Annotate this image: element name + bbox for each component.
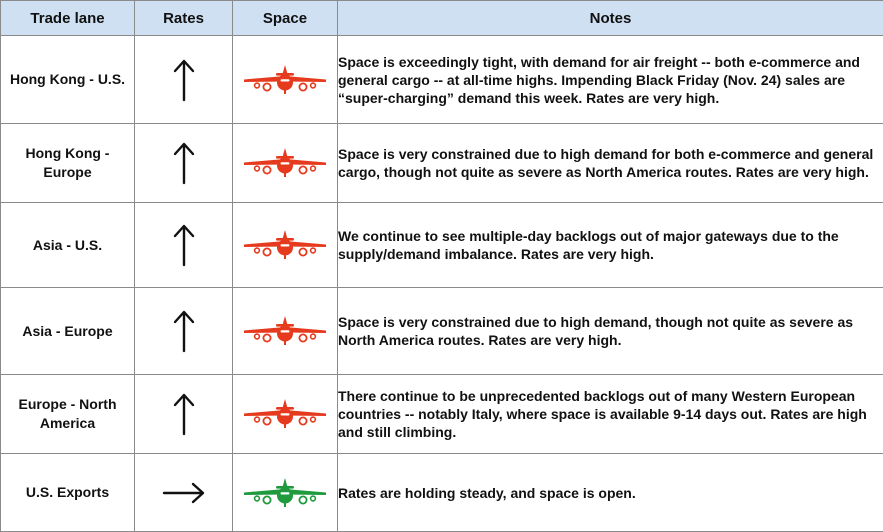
trade-lane-cell: Hong Kong - U.S. [1, 36, 135, 124]
rate-cell [135, 36, 233, 124]
notes-cell: We continue to see multiple-day backlogs out of major gateways due to the supply/demand imbalance. Rates are very high. [338, 203, 883, 288]
table-row [1, 203, 883, 288]
trade-lane-cell: Europe - North America [1, 375, 135, 454]
table-row [1, 288, 883, 375]
notes-cell: Space is very constrained due to high demand, though not quite as severe as North America routes. Rates are very high. [338, 288, 883, 375]
table-row [1, 36, 883, 124]
right-arrow-icon [162, 481, 206, 505]
table-row [1, 375, 883, 454]
header-row [1, 1, 883, 36]
notes-cell: Space is exceedingly tight, with demand for air freight -- both e-commerce and general cargo -- at all-time highs. Impending Black Friday (Nov. 24) sales are “super-charging” demand this week. Rates are very high. [338, 36, 883, 124]
up-arrow-icon [172, 141, 196, 185]
rate-cell [135, 203, 233, 288]
notes-cell: There continue to be unprecedented backlogs out of many Western European countries -- notably Italy, where space is available 9-14 days out. Rates are high and still climbing. [338, 375, 883, 454]
airplane-icon [243, 314, 327, 348]
space-cell [233, 375, 338, 454]
up-arrow-icon [172, 223, 196, 267]
trade-lane-cell: Hong Kong - Europe [1, 124, 135, 203]
rate-cell [135, 124, 233, 203]
rate-cell [135, 375, 233, 454]
airplane-icon [243, 397, 327, 431]
airplane-icon [243, 146, 327, 180]
header-space: Space [233, 1, 338, 36]
airplane-icon [243, 476, 327, 510]
space-cell [233, 124, 338, 203]
space-cell [233, 288, 338, 375]
header-notes: Notes [338, 1, 883, 36]
header-rates: Rates [135, 1, 233, 36]
space-cell [233, 454, 338, 532]
up-arrow-icon [172, 309, 196, 353]
trade-lane-cell: Asia - Europe [1, 288, 135, 375]
airplane-icon [243, 228, 327, 262]
header-trade-lane: Trade lane [1, 1, 135, 36]
trade-lane-cell: Asia - U.S. [1, 203, 135, 288]
rate-cell [135, 454, 233, 532]
table-row [1, 454, 883, 532]
airplane-icon [243, 63, 327, 97]
table-row [1, 124, 883, 203]
notes-cell: Rates are holding steady, and space is open. [338, 454, 883, 532]
trade-lane-cell: U.S. Exports [1, 454, 135, 532]
space-cell [233, 36, 338, 124]
notes-cell: Space is very constrained due to high demand for both e-commerce and general cargo, though not quite as severe as North America routes. Rates are very high. [338, 124, 883, 203]
space-cell [233, 203, 338, 288]
up-arrow-icon [172, 392, 196, 436]
rate-cell [135, 288, 233, 375]
up-arrow-icon [172, 58, 196, 102]
